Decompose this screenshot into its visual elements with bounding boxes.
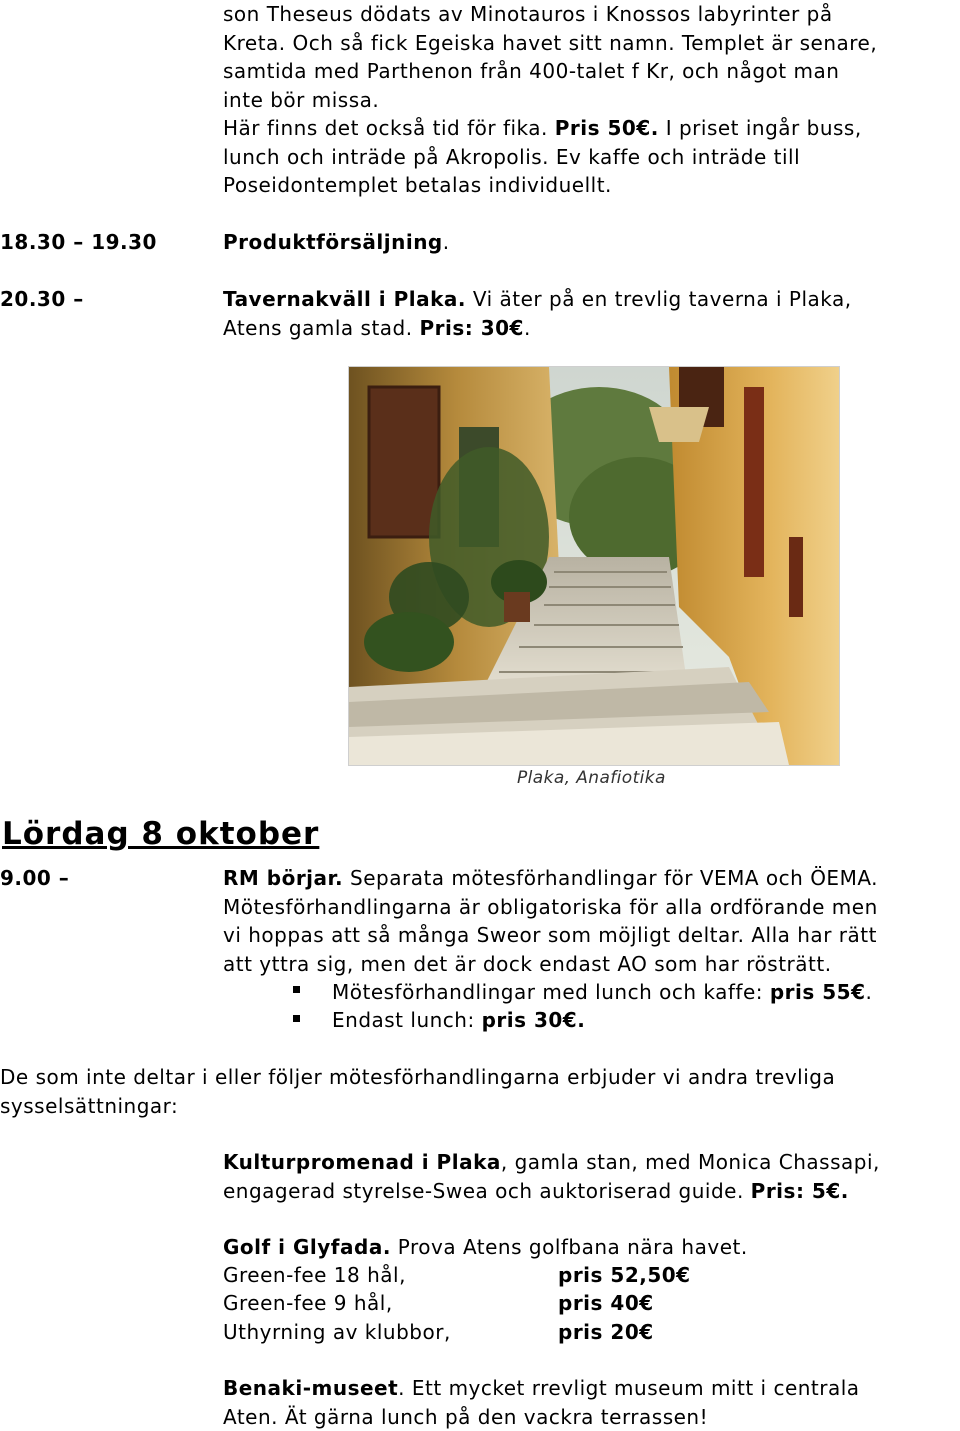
schedule-title: Tavernakväll i Plaka. (223, 287, 466, 311)
bullet-marker (293, 1015, 300, 1022)
schedule-time: 18.30 – 19.30 (0, 230, 157, 254)
bullet-item: Mötesförhandlingar med lunch och kaffe: pris 55€. (332, 980, 873, 1004)
others-paragraph: De som inte deltar i eller följer mötesförhandlingarna erbjuder vi andra trevliga sysselsättningar: (0, 1065, 836, 1118)
intro-line: inte bör missa. (223, 87, 380, 112)
golf-price-row: Uthyrning av klubbor, (223, 1320, 451, 1344)
day-heading: Lördag 8 oktober (2, 816, 320, 852)
intro-line: lunch och inträde på Akropolis. Ev kaffe och inträde till (223, 144, 801, 169)
photo-caption: Plaka, Anafiotika (517, 768, 666, 788)
plaka-photo (348, 366, 840, 766)
schedule-price: Pris: 30€ (419, 315, 524, 340)
golf-price: pris 20€ (558, 1320, 654, 1344)
schedule-item-taverna: Tavernakväll i Plaka. Vi äter på en trevlig taverna i Plaka, Atens gamla stad. Pris: 30€. (223, 287, 852, 340)
bullet-price: pris 55€ (769, 980, 866, 1004)
bullet-marker (293, 986, 300, 993)
schedule-time: 9.00 – (0, 866, 70, 890)
bullet-price: pris 30€. (481, 1008, 586, 1032)
activity-title: Golf i Glyfada. (223, 1235, 391, 1259)
intro-price: Pris 50€. (554, 116, 659, 140)
golf-price: pris 40€ (558, 1291, 654, 1315)
plaka-street-image (349, 367, 839, 765)
schedule-item-sales: Produktförsäljning. (223, 230, 450, 254)
intro-line: Poseidontemplet betalas individuellt. (223, 173, 612, 197)
activity-title: Kulturpromenad i Plaka (223, 1150, 501, 1174)
schedule-item-rm: RM börjar. Separata mötesförhandlingar för VEMA och ÖEMA. Mötesförhandlingarna är obligatoriska för alla ordförande men vi hoppas att så många Sweor som möjligt deltar. Alla har rätt att yttra sig, men det är dock endast AO som har rösträtt. (223, 866, 879, 976)
bullet-item: Endast lunch: pris 30€. (332, 1008, 586, 1032)
activity-culture-walk: Kulturpromenad i Plaka, gamla stan, med Monica Chassapi, engagerad styrelse-Swea och auktoriserad guide. Pris: 5€. (223, 1150, 880, 1203)
activity-title: Benaki-museet (223, 1376, 399, 1400)
intro-line: son Theseus dödats av Minotauros i Knossos labyrinter på (223, 2, 833, 26)
activity-price: Pris: 5€. (750, 1178, 849, 1203)
intro-paragraph (223, 0, 877, 200)
schedule-time: 20.30 – (0, 287, 84, 311)
intro-line: Kreta. Och så fick Egeiska havet sitt namn. Templet är senare, (223, 30, 878, 55)
intro-line: Här finns det också tid för fika. Pris 50€. I priset ingår buss, (223, 116, 862, 140)
golf-price-row: Green-fee 18 hål, (223, 1263, 406, 1287)
schedule-title: RM börjar. (223, 866, 344, 890)
intro-line: samtida med Parthenon från 400-talet f Kr, och något man (223, 59, 840, 83)
activity-benaki: Benaki-museet. Ett mycket rrevligt museum mitt i centrala Aten. Ät gärna lunch på den vackra terrassen! (223, 1376, 860, 1429)
activity-golf: Golf i Glyfada. Prova Atens golfbana nära havet. (223, 1235, 748, 1259)
schedule-title: Produktförsäljning (223, 230, 443, 254)
golf-price: pris 52,50€ (558, 1263, 691, 1287)
golf-price-row: Green-fee 9 hål, (223, 1291, 393, 1315)
